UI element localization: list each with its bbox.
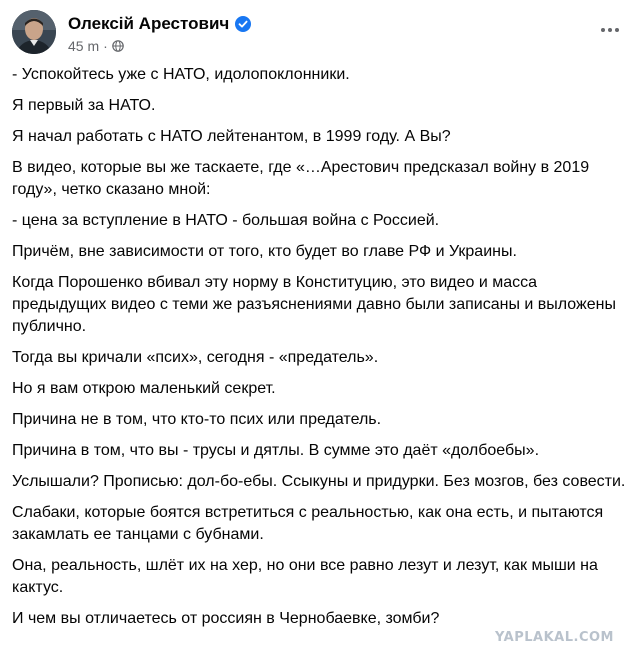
- post-paragraph: Я первый за НАТО.: [12, 97, 156, 114]
- post-paragraph: В видео, которые вы же таскаете, где «…Арестович предсказал войну в 2019 году», четко сказано мной:: [12, 159, 590, 198]
- post-paragraph: - цена за вступление в НАТО - большая война с Россией.: [12, 212, 440, 229]
- post-paragraph: Слабаки, которые боятся встретиться с реальностью, как она есть, и пытаются закамлать ее танцами с бубнами.: [12, 504, 604, 543]
- author-avatar[interactable]: [12, 10, 56, 54]
- post-paragraph: Я начал работать с НАТО лейтенантом, в 1999 году. А Вы?: [12, 128, 451, 145]
- meta-separator: ·: [103, 38, 108, 54]
- post-body: [12, 64, 628, 639]
- post-time[interactable]: 45 m: [68, 38, 100, 54]
- post-paragraph: Она, реальность, шлёт их на хер, но они все равно лезут и лезут, как мыши на кактус.: [12, 557, 598, 596]
- more-dot: [608, 28, 612, 32]
- more-options-icon[interactable]: [596, 20, 624, 40]
- post-header: [12, 10, 628, 62]
- verified-badge-icon: [235, 16, 251, 32]
- post-paragraph: И чем вы отличаетесь от россиян в Чернобаевке, зомби?: [12, 610, 440, 627]
- avatar-image: [12, 10, 56, 54]
- more-dot: [615, 28, 619, 32]
- globe-icon[interactable]: [112, 40, 124, 52]
- post-paragraph: Причина не в том, что кто-то псих или предатель.: [12, 411, 382, 428]
- post-paragraph: Когда Порошенко вбивал эту норму в Конституцию, это видео и масса предыдущих видео с теми же разъяснениями давно были записаны и выложены публично.: [12, 274, 616, 335]
- more-dot: [601, 28, 605, 32]
- watermark-logo: YAPLAKAL.COM: [495, 630, 614, 645]
- post-meta: [68, 38, 124, 54]
- post-paragraph: Услышали? Прописью: дол-бо-ебы. Ссыкуны и придурки. Без мозгов, без совести.: [12, 473, 626, 490]
- post-paragraph: Причём, вне зависимости от того, кто будет во главе РФ и Украины.: [12, 243, 517, 260]
- author-name-row: [68, 14, 251, 34]
- post-paragraph: - Успокойтесь уже с НАТО, идолопоклонники.: [12, 66, 350, 83]
- author-name[interactable]: Олексій Арестович: [68, 14, 230, 33]
- post-paragraph: Тогда вы кричали «псих», сегодня - «предатель».: [12, 349, 379, 366]
- post-paragraph: Причина в том, что вы - трусы и дятлы. В сумме это даёт «долбоебы».: [12, 442, 540, 459]
- post-paragraph: Но я вам открою маленький секрет.: [12, 380, 276, 397]
